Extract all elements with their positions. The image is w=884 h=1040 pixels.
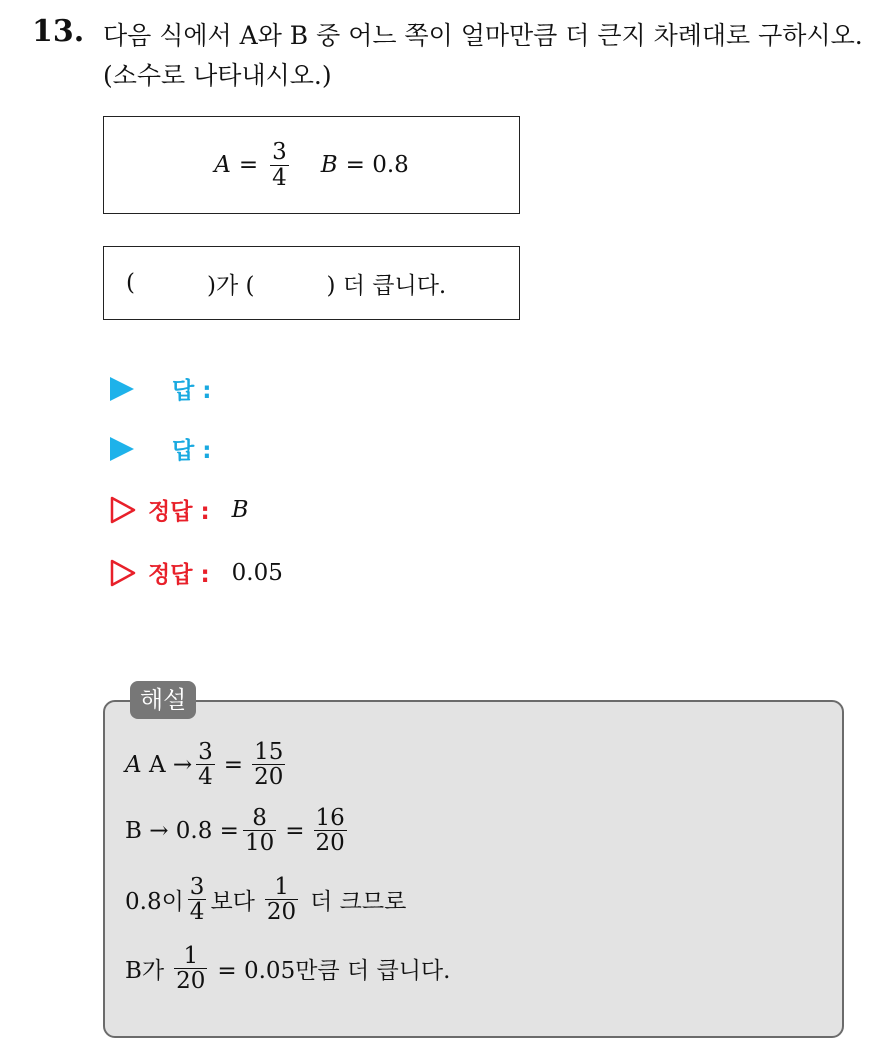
answer-row-1 (110, 372, 211, 405)
fraction (265, 875, 298, 924)
fraction (252, 740, 285, 789)
a-fraction (270, 140, 289, 189)
a-denominator: 4 (272, 164, 287, 191)
numerator: 1 (274, 874, 289, 900)
equals-sign: = (223, 751, 244, 778)
denominator: 20 (176, 968, 206, 995)
denominator: 20 (254, 764, 284, 791)
answer-label: 답 : (172, 378, 212, 404)
play-triangle-icon (110, 377, 134, 401)
numerator: 15 (254, 739, 284, 765)
solution-line-1-lead: A A → (125, 751, 193, 778)
fraction (196, 740, 215, 789)
denominator: 20 (266, 899, 297, 926)
fill-in-box (103, 246, 520, 320)
numerator: 3 (198, 739, 213, 765)
outline-triangle-icon (110, 496, 136, 524)
question-text: 다음 식에서 A와 B 중 어느 쪽이 얼마만큼 더 큰지 차례대로 구하시오. (103, 21, 863, 50)
b-expression: = 0.8 (345, 152, 409, 178)
solution-line-2 (125, 806, 351, 855)
blank-close-2: ) 더 큽니다. (326, 272, 447, 299)
play-triangle-icon (110, 437, 134, 461)
correct-answer-value-1: B (231, 496, 249, 523)
fraction (174, 944, 207, 993)
outline-triangle-icon (110, 559, 136, 587)
solution-line-3-end: 더 크므로 (310, 889, 407, 916)
a-numerator: 3 (272, 139, 287, 166)
solution-line-3-mid: 보다 (210, 889, 255, 916)
solution-line-2-lead: B → 0.8 = (125, 817, 239, 844)
numerator: 16 (315, 805, 345, 831)
correct-answer-row-1 (110, 493, 249, 526)
correct-answer-row-2 (110, 556, 283, 589)
solution-line-3 (125, 875, 406, 924)
solution-line-3-lead: 0.8이 (125, 889, 184, 916)
b-variable: B (320, 152, 338, 178)
numerator: 8 (252, 805, 267, 831)
answer-label: 답 : (172, 438, 212, 464)
denominator: 4 (198, 764, 213, 791)
denominator: 4 (189, 899, 205, 926)
question-number: 13. (32, 14, 85, 49)
fraction (243, 806, 276, 855)
numerator: 3 (189, 874, 205, 900)
denominator: 20 (315, 830, 345, 857)
fraction (314, 806, 347, 855)
equals-sign: = (285, 817, 305, 844)
blank-open-1: ( (126, 270, 135, 296)
solution-line-4 (125, 944, 450, 993)
given-box (103, 116, 520, 214)
question-note: (소수로 나타내시오.) (103, 61, 332, 90)
solution-line-1 (125, 740, 289, 789)
solution-line-4-end: = 0.05만큼 더 큽니다. (217, 958, 451, 985)
numerator: 1 (183, 943, 199, 969)
denominator: 10 (244, 830, 275, 857)
equals-sign: = (238, 152, 259, 178)
solution-line-4-lead: B가 (125, 958, 165, 985)
correct-answer-label: 정답 : (148, 562, 210, 588)
correct-answer-label: 정답 : (148, 499, 210, 525)
a-variable: A (214, 152, 231, 178)
correct-answer-value-2: 0.05 (231, 559, 283, 586)
solution-tag: 해설 (130, 681, 196, 719)
answer-row-2 (110, 432, 211, 465)
fraction (188, 875, 207, 924)
blank-close-1: )가 ( (206, 272, 255, 299)
